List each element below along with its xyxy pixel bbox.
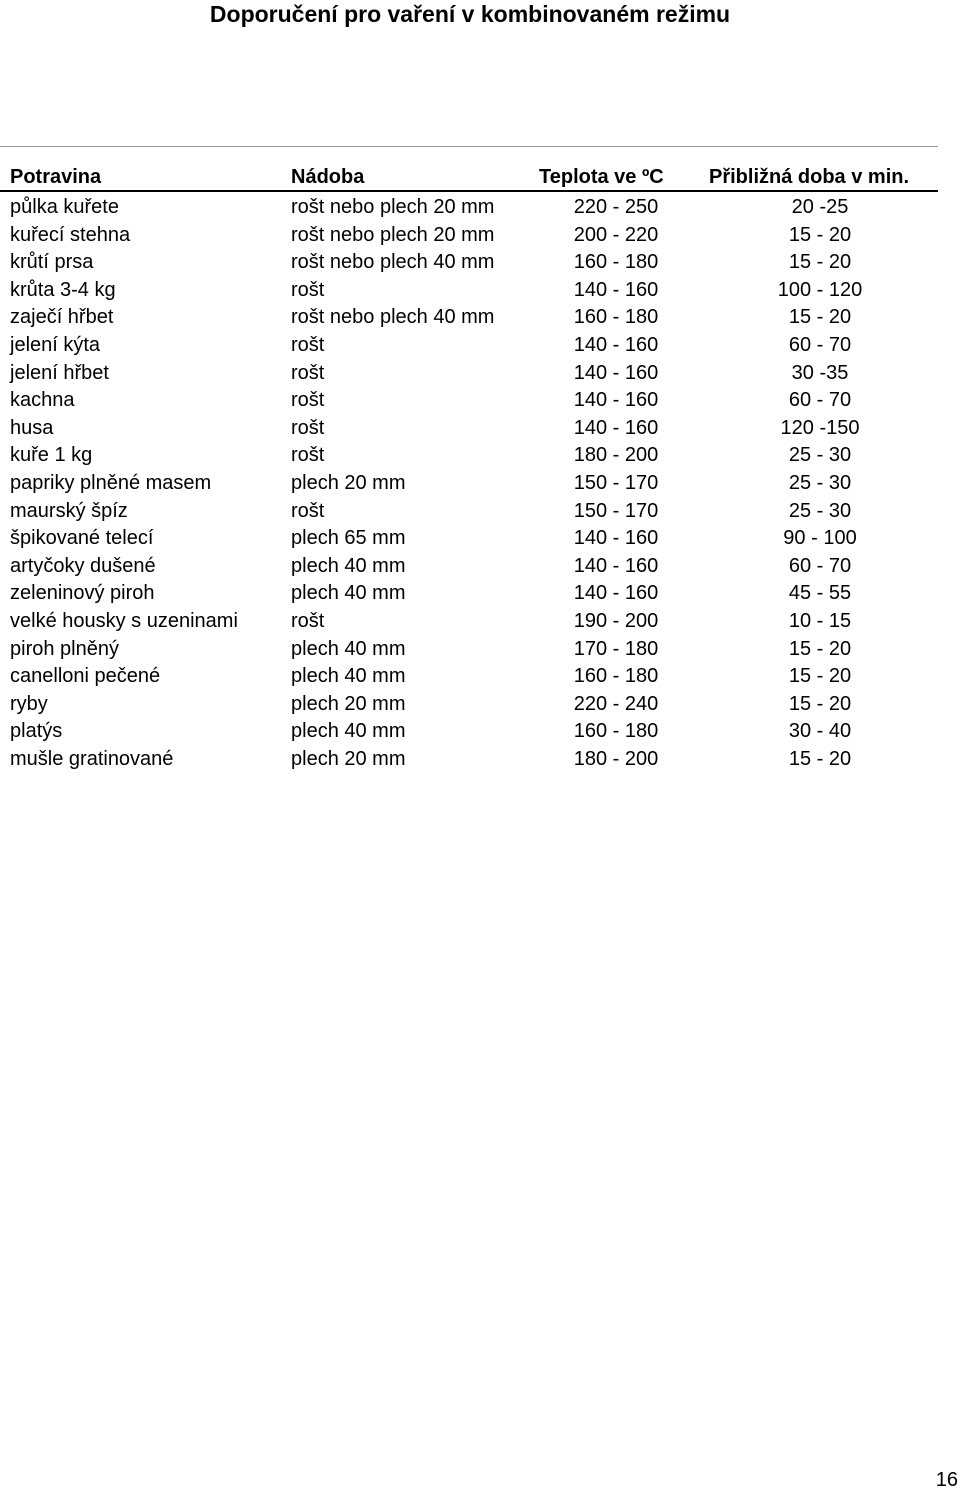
table-row (0, 387, 938, 415)
cell-food: zeleninový piroh (10, 582, 155, 605)
cell-time: 15 - 20 (788, 665, 852, 688)
cell-food: jelení kýta (10, 333, 101, 356)
cell-dish: plech 40 mm (291, 665, 406, 688)
cell-dish: plech 40 mm (291, 582, 406, 605)
cell-temperature: 170 - 180 (573, 637, 659, 660)
cell-time: 25 - 30 (788, 499, 852, 522)
cell-food: mušle gratinované (10, 747, 174, 770)
table-row (0, 498, 938, 526)
cell-temperature: 140 - 160 (573, 554, 659, 577)
cell-time: 60 - 70 (788, 333, 852, 356)
cell-time: 15 - 20 (788, 692, 852, 715)
cell-time: 15 - 20 (788, 251, 852, 274)
cell-temperature: 160 - 180 (573, 720, 659, 743)
table-row (0, 525, 938, 553)
cell-food: velké housky s uzeninami (10, 609, 238, 632)
cell-food: kuře 1 kg (10, 444, 93, 467)
cell-dish: rošt (291, 444, 325, 467)
cell-time: 30 -35 (791, 361, 849, 384)
cell-food: artyčoky dušené (10, 554, 156, 577)
table-row (0, 636, 938, 664)
table-row (0, 691, 938, 719)
cell-dish: plech 20 mm (291, 747, 406, 770)
cell-temperature: 140 - 160 (573, 416, 659, 439)
cell-temperature: 190 - 200 (573, 609, 659, 632)
header-temperature: Teplota ve ºC (539, 166, 664, 188)
cell-dish: rošt nebo plech 40 mm (291, 251, 495, 274)
cell-temperature: 140 - 160 (573, 389, 659, 412)
cell-dish: rošt (291, 361, 325, 384)
table-row (0, 608, 938, 636)
cell-food: půlka kuřete (10, 196, 119, 218)
cell-dish: plech 40 mm (291, 720, 406, 743)
table-row (0, 553, 938, 581)
cell-time: 15 - 20 (788, 223, 852, 246)
cell-dish: rošt (291, 389, 325, 412)
cell-temperature: 200 - 220 (573, 223, 659, 246)
table-row (0, 304, 938, 332)
cell-temperature: 150 - 170 (573, 471, 659, 494)
table-row (0, 415, 938, 443)
table-header-rule (0, 190, 938, 192)
cell-dish: plech 40 mm (291, 554, 406, 577)
table-row (0, 470, 938, 498)
cell-time: 15 - 20 (788, 747, 852, 770)
header-dish: Nádoba (291, 166, 365, 188)
cell-dish: plech 20 mm (291, 692, 406, 715)
cell-food: platýs (10, 720, 63, 743)
table-row (0, 222, 938, 250)
cell-temperature: 150 - 170 (573, 499, 659, 522)
page-number: 16 (935, 1469, 958, 1491)
cell-dish: rošt nebo plech 20 mm (291, 196, 495, 218)
cell-temperature: 140 - 160 (573, 333, 659, 356)
cell-temperature: 140 - 160 (573, 278, 659, 301)
table-row (0, 249, 938, 277)
cell-temperature: 220 - 250 (573, 196, 659, 218)
table-header (0, 164, 938, 190)
cell-temperature: 180 - 200 (573, 747, 659, 770)
cell-food: ryby (10, 692, 48, 715)
cell-food: kuřecí stehna (10, 223, 131, 246)
cell-food: canelloni pečené (10, 665, 161, 688)
cell-temperature: 220 - 240 (573, 692, 659, 715)
cell-time: 10 - 15 (788, 609, 852, 632)
header-time: Přibližná doba v min. (709, 166, 910, 188)
cell-food: krůta 3-4 kg (10, 278, 116, 301)
cell-time: 120 -150 (780, 416, 860, 439)
cell-food: zaječí hřbet (10, 306, 114, 329)
cell-dish: rošt nebo plech 40 mm (291, 306, 495, 329)
cell-temperature: 140 - 160 (573, 582, 659, 605)
table-row (0, 580, 938, 608)
cell-temperature: 180 - 200 (573, 444, 659, 467)
cell-time: 90 - 100 (783, 527, 857, 550)
cell-food: papriky plněné masem (10, 471, 212, 494)
table-row (0, 194, 938, 222)
cell-time: 30 - 40 (788, 720, 852, 743)
cell-dish: rošt (291, 499, 325, 522)
table-row (0, 360, 938, 388)
cell-food: jelení hřbet (10, 361, 109, 384)
cell-dish: rošt (291, 333, 325, 356)
cell-dish: plech 40 mm (291, 637, 406, 660)
table-row (0, 442, 938, 470)
cell-food: špikované telecí (10, 527, 154, 550)
cell-time: 100 - 120 (777, 278, 863, 301)
cell-dish: rošt (291, 278, 325, 301)
cell-time: 20 -25 (791, 196, 849, 218)
cell-dish: rošt (291, 609, 325, 632)
cell-food: husa (10, 416, 54, 439)
cell-dish: rošt nebo plech 20 mm (291, 223, 495, 246)
table-row (0, 663, 938, 691)
table-body (0, 194, 938, 773)
table-row (0, 277, 938, 305)
page-title: Doporučení pro vaření v kombinovaném režimu (209, 1, 731, 27)
cell-temperature: 160 - 180 (573, 665, 659, 688)
cell-time: 60 - 70 (788, 554, 852, 577)
cell-time: 45 - 55 (788, 582, 852, 605)
cell-time: 60 - 70 (788, 389, 852, 412)
cell-food: piroh plněný (10, 637, 119, 660)
cell-food: kachna (10, 389, 75, 412)
cell-food: maurský špíz (10, 499, 128, 522)
cell-temperature: 140 - 160 (573, 527, 659, 550)
table-top-rule (0, 146, 938, 147)
cell-time: 25 - 30 (788, 444, 852, 467)
header-food: Potravina (10, 166, 102, 188)
table-row (0, 332, 938, 360)
cell-time: 15 - 20 (788, 637, 852, 660)
cell-dish: plech 20 mm (291, 471, 406, 494)
cell-temperature: 140 - 160 (573, 361, 659, 384)
cell-temperature: 160 - 180 (573, 251, 659, 274)
table-row (0, 718, 938, 746)
table-row (0, 746, 938, 774)
cell-temperature: 160 - 180 (573, 306, 659, 329)
cell-time: 15 - 20 (788, 306, 852, 329)
cell-time: 25 - 30 (788, 471, 852, 494)
cell-dish: rošt (291, 416, 325, 439)
cell-dish: plech 65 mm (291, 527, 406, 550)
cell-food: krůtí prsa (10, 251, 94, 274)
